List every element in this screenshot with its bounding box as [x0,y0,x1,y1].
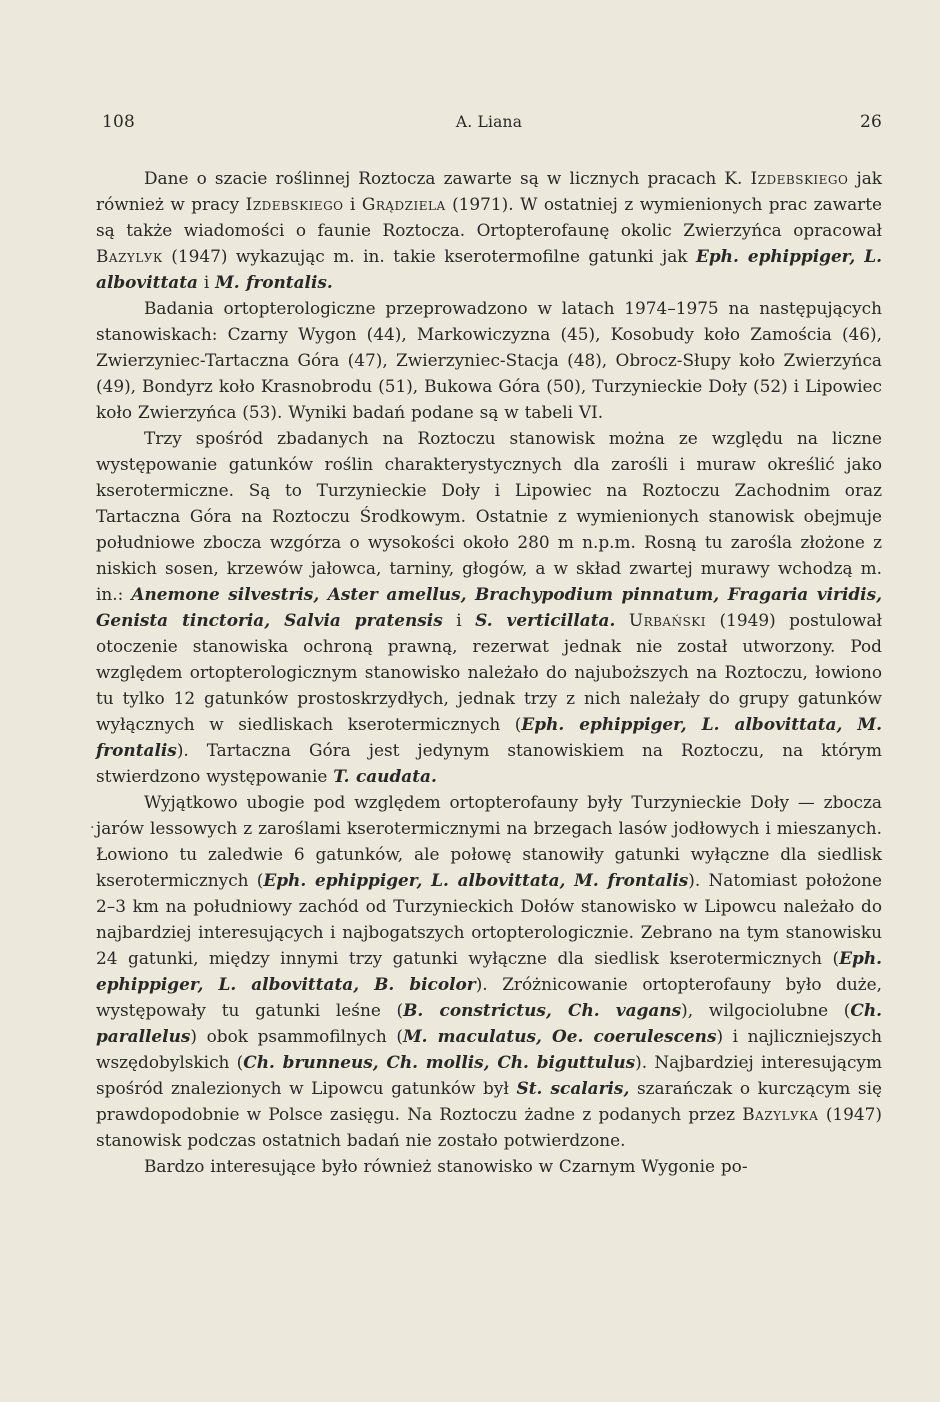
species-name: Eph. ephippiger, L. albovittata [96,246,882,292]
text-run: ) obok psammofilnych ( [190,1026,403,1046]
author-citation: Bazylука [742,1104,819,1124]
paragraph-5 [96,1153,882,1179]
journal-page [96,112,882,1179]
text-run: Trzy spośród zbadanych na Roztoczu stanowisk można ze względu na liczne występowanie gatunków roślin charakterystycznych dla zarośli i muraw określić jako kserotermiczne. Są to Turzynieckie Doły i Lipowiec na Roztoczu Zachodnim oraz Tartaczna Góra na Roztoczu Środkowym. Ostatnie z wymienionych stanowisk obejmuje południowe zbocza wzgórza o wysokości około 280 m n.p.m. Rosną tu zarośla złożone z niskich sosen, krzewów jałowca, tarniny, głogów, a w skład zwartej murawy wchodzą m. in.: [96,428,882,604]
species-name: Eph. ephippiger, L. albovittata, B. bicolor [96,948,882,994]
paragraph-2 [96,295,882,425]
text-run: ). Tartaczna Góra jest jedynym stanowiskiem na Roztoczu, na którym stwierdzono występowanie [96,740,882,786]
species-name: B. constrictus, Ch. vagans [403,1000,682,1020]
text-run: i [197,272,216,292]
text-run: jak również w pracy [96,168,882,214]
paragraph-3 [96,425,882,789]
text-run: ). Najbardziej interesującym spośród znalezionych w Lipowcu gatunków był [96,1052,882,1098]
text-run: Dane o szacie roślinnej Roztocza zawarte są w licznych pracach K. [144,168,751,188]
volume-number: 26 [859,112,882,132]
author-citation: Bazylук [96,246,163,266]
text-run: i [442,610,476,630]
species-name: T. caudata. [333,766,437,786]
text-run [615,610,628,630]
species-name: Ch. parallelus [96,1000,883,1046]
species-name: M. maculatus, Oe. coerulescens [402,1026,717,1046]
species-name: S. verticillata. [475,610,616,630]
body-text [96,165,882,1179]
species-name: St. scalaris, [516,1078,630,1098]
running-head-author: A. Liana [455,113,523,131]
text-run: Bardzo interesujące było również stanowisko w Czarnym Wygonie po- [144,1156,748,1176]
text-run: ). Natomiast położone 2–3 km na południowy zachód od Turzynieckich Dołów stanowisko w Lipowcu należało do najbardziej interesujących i najbogatszych ortopterologicznie. Zebrano na tym stanowisku 24 gatunki, między innymi trzy gatunki wyłączne dla siedlisk kserotermicznych ( [96,870,883,968]
paragraph-4 [96,789,882,1153]
author-citation: Urbański [628,610,707,630]
text-run: ). Zróżnicowanie ortopterofauny było duże, występowały tu gatunki leśne ( [96,974,882,1020]
author-citation: Grądziela [361,194,446,214]
text-run: Badania ortopterologiczne przeprowadzono w latach 1974–1975 na następujących stanowiskach: Czarny Wygon (44), Markowiczyzna (45), Kosobudy koło Zamościa (46), Zwierzyniec-Tartaczna Góra (47), Zwierzyniec-Stacja (48), Obrocz-Słupy koło Zwierzyńca (49), Bondyrz koło Krasnobrodu (51), Bukowa Góra (50), Turzynieckie Doły (52) i Lipowiec koło Zwierzyńca (53). Wyniki badań podane są w tabeli VI. [96,298,882,422]
species-name: Eph. ephippiger, L. albovittata, M. frontalis [96,714,882,760]
species-name: M. frontalis. [215,272,333,292]
species-name: Ch. brunneus, Ch. mollis, Ch. biguttulus [243,1052,636,1072]
text-run: (1947) stanowisk podczas ostatnich badań nie zostało potwierdzone. [96,1104,882,1150]
running-head [96,112,882,142]
species-name: Eph. ephippiger, L. albovittata, M. frontalis [263,870,689,890]
paragraph-1 [96,165,882,295]
text-run: Wyjątkowo ubogie pod względem ortopterofauny były Turzynieckie Doły — zbocza jarów lessowych z zaroślami kserotermicznymi na brzegach lasów jodłowych i mieszanych. Łowiono tu zaledwie 6 gatunków, ale połowę stanowiły gatunki wyłączne dla siedlisk kserotermicznych ( [96,792,882,890]
page-number: 108 [102,112,136,132]
text-run: ), wilgociolubne ( [681,1000,851,1020]
text-run: ) i najliczniejszych wszędobylskich ( [96,1026,882,1072]
margin-mark: . [90,816,95,832]
text-run: i [343,194,362,214]
species-name: Anemone silvestris, Aster amellus, Brachypodium pinnatum, Fragaria viridis, Genista tinctoria, Salvia pratensis [96,584,882,630]
author-citation: Izdebskiego [245,194,344,214]
text-run: (1947) wykazując m. in. takie kserotermofilne gatunki jak [162,246,696,266]
author-citation: Izdebskiego [750,168,849,188]
text-run: szarańczak o kurczącym się prawdopodobnie w Polsce zasięgu. Na Roztoczu żadne z podanych przez [96,1078,882,1124]
text-run: (1949) postulował otoczenie stanowiska ochroną prawną, rezerwat jednak nie został utworzony. Pod względem ortopterologicznym stanowisko należało do najuboższych na Roztoczu, łowiono tu tylko 12 gatunków prostoskrzydłych, jednak trzy z nich należały do grupy gatunków wyłącznych w siedliskach kserotermicznych ( [96,610,883,734]
text-run: (1971). W ostatniej z wymienionych prac zawarte są także wiadomości o faunie Roztocza. Ortopterofaunę okolic Zwierzyńca opracował [96,194,883,240]
